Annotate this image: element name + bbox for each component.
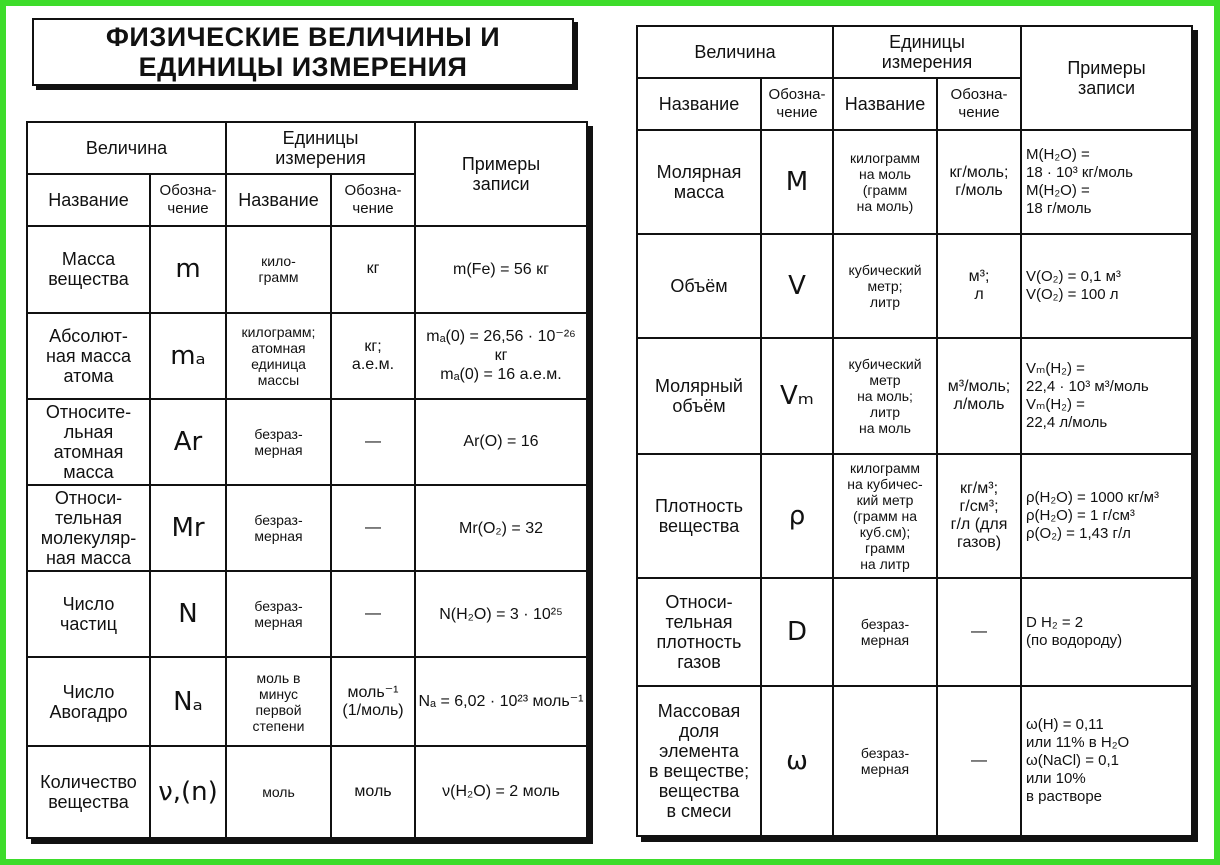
table-row: [27, 571, 587, 657]
unit-symbol-cell: кг/м³; г/см³; г/л (для газов): [937, 454, 1021, 578]
quantity-name-cell: Относите- льная атомная масса: [27, 399, 150, 485]
example-cell: Ar(O) = 16: [415, 399, 587, 485]
header-name: Название: [637, 78, 761, 130]
unit-symbol-cell: моль: [331, 746, 415, 838]
header-unit-name: Название: [226, 174, 331, 226]
table-row: [637, 686, 1192, 836]
unit-symbol-cell: моль⁻¹ (1/моль): [331, 657, 415, 745]
symbol-cell: m: [150, 226, 226, 312]
quantity-name-cell: Молярный объём: [637, 338, 761, 454]
unit-name-cell: кубический метр; литр: [833, 234, 937, 338]
unit-name-cell: безраз- мерная: [226, 399, 331, 485]
quantity-name-cell: Число частиц: [27, 571, 150, 657]
header-symbol: Обозна- чение: [761, 78, 833, 130]
example-cell: Mr(O₂) = 32: [415, 485, 587, 571]
symbol-cell: N: [150, 571, 226, 657]
table-row: [637, 234, 1192, 338]
quantity-name-cell: Молярная масса: [637, 130, 761, 234]
example-cell: m(Fe) = 56 кг: [415, 226, 587, 312]
example-cell: V(O₂) = 0,1 м³ V(O₂) = 100 л: [1021, 234, 1192, 338]
example-cell: ω(H) = 0,11 или 11% в H₂O ω(NaCl) = 0,1 или 10% в растворе: [1021, 686, 1192, 836]
unit-symbol-cell: —: [331, 485, 415, 571]
unit-symbol-cell: м³; л: [937, 234, 1021, 338]
unit-name-cell: безраз- мерная: [833, 578, 937, 686]
header-examples: Примеры записи: [1021, 26, 1192, 130]
unit-symbol-cell: —: [937, 686, 1021, 836]
unit-name-cell: килограмм; атомная единица массы: [226, 313, 331, 399]
example-cell: mₐ(0) = 26,56 · 10⁻²⁶ кг mₐ(0) = 16 а.е.м.: [415, 313, 587, 399]
symbol-cell: ν,(n): [150, 746, 226, 838]
unit-name-cell: безраз- мерная: [833, 686, 937, 836]
symbol-cell: Vₘ: [761, 338, 833, 454]
header-units: Единицы измерения: [833, 26, 1021, 78]
unit-symbol-cell: —: [937, 578, 1021, 686]
unit-name-cell: моль в минус первой степени: [226, 657, 331, 745]
unit-symbol-cell: кг: [331, 226, 415, 312]
symbol-cell: mₐ: [150, 313, 226, 399]
table-row: [27, 313, 587, 399]
quantity-name-cell: Масса вещества: [27, 226, 150, 312]
title-line-1: ФИЗИЧЕСКИЕ ВЕЛИЧИНЫ И: [105, 22, 501, 52]
table-row: [637, 130, 1192, 234]
left-table: [26, 121, 588, 839]
unit-symbol-cell: кг/моль; г/моль: [937, 130, 1021, 234]
unit-name-cell: безраз- мерная: [226, 485, 331, 571]
symbol-cell: ω: [761, 686, 833, 836]
example-cell: Vₘ(H₂) = 22,4 · 10³ м³/моль Vₘ(H₂) = 22,4 л/моль: [1021, 338, 1192, 454]
unit-symbol-cell: —: [331, 399, 415, 485]
symbol-cell: ρ: [761, 454, 833, 578]
page-title: [32, 18, 574, 86]
header-units: Единицы измерения: [226, 122, 415, 174]
quantity-name-cell: Относи- тельная молекуляр- ная масса: [27, 485, 150, 571]
header-symbol: Обозна- чение: [150, 174, 226, 226]
quantity-name-cell: Относи- тельная плотность газов: [637, 578, 761, 686]
table-row: [637, 454, 1192, 578]
header-name: Название: [27, 174, 150, 226]
header-quantity: Величина: [637, 26, 833, 78]
header-unit-symbol: Обозна- чение: [331, 174, 415, 226]
symbol-cell: D: [761, 578, 833, 686]
quantity-name-cell: Объём: [637, 234, 761, 338]
example-cell: N(H₂O) = 3 · 10²⁵: [415, 571, 587, 657]
unit-name-cell: кило- грамм: [226, 226, 331, 312]
unit-symbol-cell: —: [331, 571, 415, 657]
example-cell: M(H₂O) = 18 · 10³ кг/моль M(H₂O) = 18 г/моль: [1021, 130, 1192, 234]
table-row: [637, 338, 1192, 454]
unit-name-cell: килограмм на моль (грамм на моль): [833, 130, 937, 234]
table-row: [27, 485, 587, 571]
left-table-body: [27, 226, 587, 838]
symbol-cell: Nₐ: [150, 657, 226, 745]
example-cell: ρ(H₂O) = 1000 кг/м³ ρ(H₂O) = 1 г/см³ ρ(O₂) = 1,43 г/л: [1021, 454, 1192, 578]
unit-symbol-cell: м³/моль; л/моль: [937, 338, 1021, 454]
example-cell: D H₂ = 2 (по водороду): [1021, 578, 1192, 686]
example-cell: ν(H₂O) = 2 моль: [415, 746, 587, 838]
table-row: [637, 578, 1192, 686]
unit-name-cell: килограмм на кубичес- кий метр (грамм на куб.см); грамм на литр: [833, 454, 937, 578]
symbol-cell: V: [761, 234, 833, 338]
table-row: [27, 399, 587, 485]
right-table-body: [637, 130, 1192, 836]
symbol-cell: Mr: [150, 485, 226, 571]
header-unit-name: Название: [833, 78, 937, 130]
quantity-name-cell: Массовая доля элемента в веществе; вещества в смеси: [637, 686, 761, 836]
example-cell: Nₐ = 6,02 · 10²³ моль⁻¹: [415, 657, 587, 745]
header-unit-symbol: Обозна- чение: [937, 78, 1021, 130]
unit-symbol-cell: кг; а.е.м.: [331, 313, 415, 399]
quantity-name-cell: Абсолют- ная масса атома: [27, 313, 150, 399]
unit-name-cell: безраз- мерная: [226, 571, 331, 657]
symbol-cell: Ar: [150, 399, 226, 485]
table-row: [27, 226, 587, 312]
header-quantity: Величина: [27, 122, 226, 174]
table-row: [27, 657, 587, 745]
quantity-name-cell: Плотность вещества: [637, 454, 761, 578]
header-examples: Примеры записи: [415, 122, 587, 226]
quantity-name-cell: Число Авогадро: [27, 657, 150, 745]
quantity-name-cell: Количество вещества: [27, 746, 150, 838]
right-table: [636, 25, 1193, 837]
title-line-2: ЕДИНИЦЫ ИЗМЕРЕНИЯ: [138, 52, 468, 82]
symbol-cell: M: [761, 130, 833, 234]
table-row: [27, 746, 587, 838]
unit-name-cell: кубический метр на моль; литр на моль: [833, 338, 937, 454]
unit-name-cell: моль: [226, 746, 331, 838]
